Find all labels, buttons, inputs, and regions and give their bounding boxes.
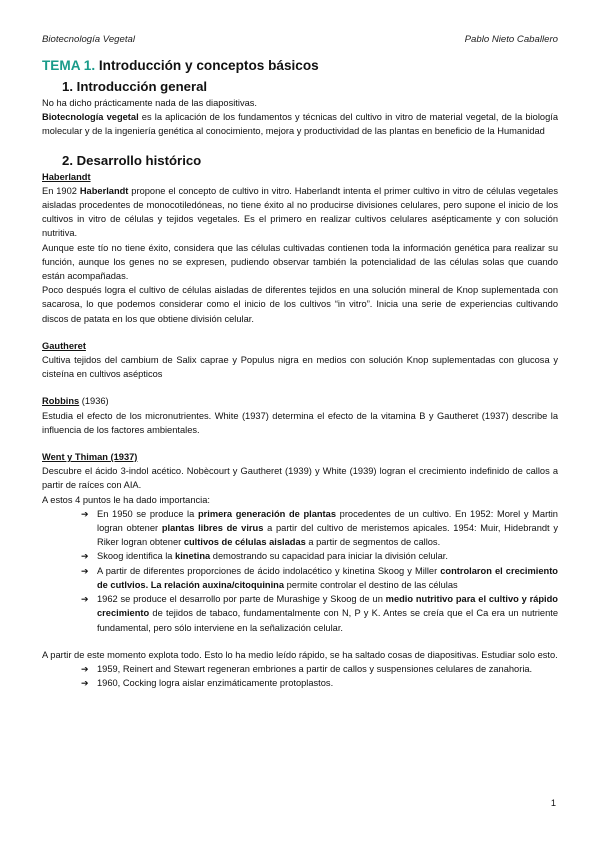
paragraph-definition — [42, 110, 558, 138]
arrow-list — [42, 662, 558, 690]
bold-term: medio nutritivo para el cultivo y rápido crecimiento — [97, 594, 558, 619]
paragraph: Poco después logra el cultivo de células aisladas de diferentes tejidos en una solución mineral de Knop suplementada con sacarosa, lo que podemos considerar como el inicio de los cultivos “in vitro”. Inicia una serie de experiencias cultivando discos de patata en los que obtiene división celular. — [42, 285, 558, 324]
bold-term: plantas libres de virus — [161, 523, 264, 534]
bold-term: cultivos de células aisladas — [183, 537, 306, 548]
arrow-icon: ➔ — [81, 565, 89, 576]
text-run: procedentes de un cultivo. En 1952: Morel y Martin logran obtener — [97, 508, 558, 534]
text-run: demostrando su capacidad para iniciar la división celular. — [210, 551, 448, 562]
subheading-went-thiman: Went y Thiman (1937) — [42, 452, 138, 463]
list-item — [81, 564, 558, 592]
text-run: 1959, Reinert and Stewart regeneran embriones a partir de callos y suspensiones celulares de zanahoria. — [97, 663, 533, 674]
text-run: permite controlar el destino de las células — [284, 579, 458, 590]
bold-term: Haberlandt — [79, 185, 129, 196]
arrow-icon: ➔ — [81, 678, 89, 689]
list-item — [81, 676, 558, 690]
text-run: 1962 se produce el desarrollo por parte de Murashige y Skoog de un — [97, 594, 386, 605]
text-run: a partir de segmentos de callos. — [305, 537, 441, 548]
paragraph: No ha dicho prácticamente nada de las diapositivas. — [42, 98, 257, 108]
bold-term: kinetina — [175, 551, 211, 562]
page-number: 1 — [550, 798, 556, 808]
subheading-robbins: Robbins — [42, 396, 80, 407]
list-item — [81, 507, 558, 550]
text-run: propone el concepto de cultivo in vitro. Haberlandt intenta el primer cultivo in vitro de células vegetales aisladas procedentes de monocotiledóneas, no tiene éxito al no producirse divisiones celulares, pero supone el inicio de los cultivos in vitro de células y tejidos vegetales. Es el primero en realizar cultivos celulares asépticamente y con solución nutritiva. — [42, 185, 558, 239]
bold-term: primera generación de plantas — [197, 508, 336, 519]
bold-term: controlaron el crecimiento de cutlvios. La relación auxina/citoquinina — [97, 565, 558, 590]
text-run: es la aplicación de los fundamentos y técnicas del cultivo in vitro de material vegetal, de la biología molecular y de la ingeniería genética al conocimiento, mejora y productividad de las plantas en beneficio de la Humanidad — [42, 112, 559, 137]
arrow-icon: ➔ — [81, 594, 89, 605]
tema-title: Introducción y conceptos básicos — [95, 58, 319, 73]
text-run: de tejidos de tabaco, fundamentalmente con N, P y K. Antes se creía que el Ca era un nutriente fundamental, pero sólo interviene en la señalización celular. — [97, 608, 558, 633]
list-item — [81, 549, 558, 563]
paragraph: Aunque este tío no tiene éxito, considera que las células cultivadas contienen toda la información genética para realizar su función, aunque los genes no se expresen, pudiendo observar también la potencialidad de las células solas que cuando están acompañadas. — [42, 242, 558, 282]
bold-term: Biotecnología vegetal — [42, 112, 139, 123]
subheading-haberlandt: Haberlandt — [42, 171, 91, 182]
text-run: Skoog identifica la — [97, 551, 176, 562]
arrow-icon: ➔ — [81, 508, 89, 519]
text-run: En 1902 — [42, 185, 80, 196]
section-heading-introduccion: 1. Introducción general — [62, 79, 208, 94]
text-run: En 1950 se produce la — [97, 508, 198, 519]
text-run: a partir del cultivo de meristemos apicales. 1954: Muir, Hidebrandt y Riker logran obtener — [97, 523, 559, 548]
arrow-icon: ➔ — [81, 551, 89, 562]
paragraph: A partir de este momento explota todo. Esto lo ha medio leído rápido, se ha saltado cosas de diapositivas. Estudiar solo esto. — [42, 649, 558, 660]
paragraph: A estos 4 puntos le ha dado importancia: — [42, 494, 210, 505]
section-heading-desarrollo: 2. Desarrollo histórico — [62, 152, 202, 168]
list-item — [81, 662, 558, 676]
header-author: Pablo Nieto Caballero — [464, 34, 558, 45]
paragraph: Estudia el efecto de los micronutrientes. White (1937) determina el efecto de la vitamina B y Gautheret (1937) describe la influencia de los factores ambientales. — [42, 410, 558, 435]
text-run: 1960, Cocking logra aislar enzimáticamente protoplastos. — [97, 678, 334, 689]
header-subject: Biotecnología Vegetal — [42, 34, 135, 45]
subheading-year: (1936) — [79, 396, 109, 407]
list-item — [81, 592, 558, 635]
arrow-list — [42, 507, 558, 635]
document-body — [42, 55, 558, 690]
paragraph — [42, 184, 558, 241]
tema-label: TEMA 1. — [42, 58, 96, 73]
paragraph: Descubre el ácido 3-indol acético. Nobècourt y Gautheret (1939) y White (1939) logran el crecimiento indefinido de callos a partir de raíces con AIA. — [42, 466, 558, 491]
subheading-gautheret: Gautheret — [42, 340, 86, 351]
page-title — [42, 57, 558, 74]
text-run: A partir de diferentes proporciones de ácido indolacético y kinetina Skoog y Miller — [97, 565, 441, 576]
paragraph: Cultiva tejidos del cambium de Salix caprae y Populus nigra en medios con solución Knop suplementadas con glucosa y cisteína en cultivos asépticos — [42, 355, 558, 380]
arrow-icon: ➔ — [81, 663, 89, 674]
